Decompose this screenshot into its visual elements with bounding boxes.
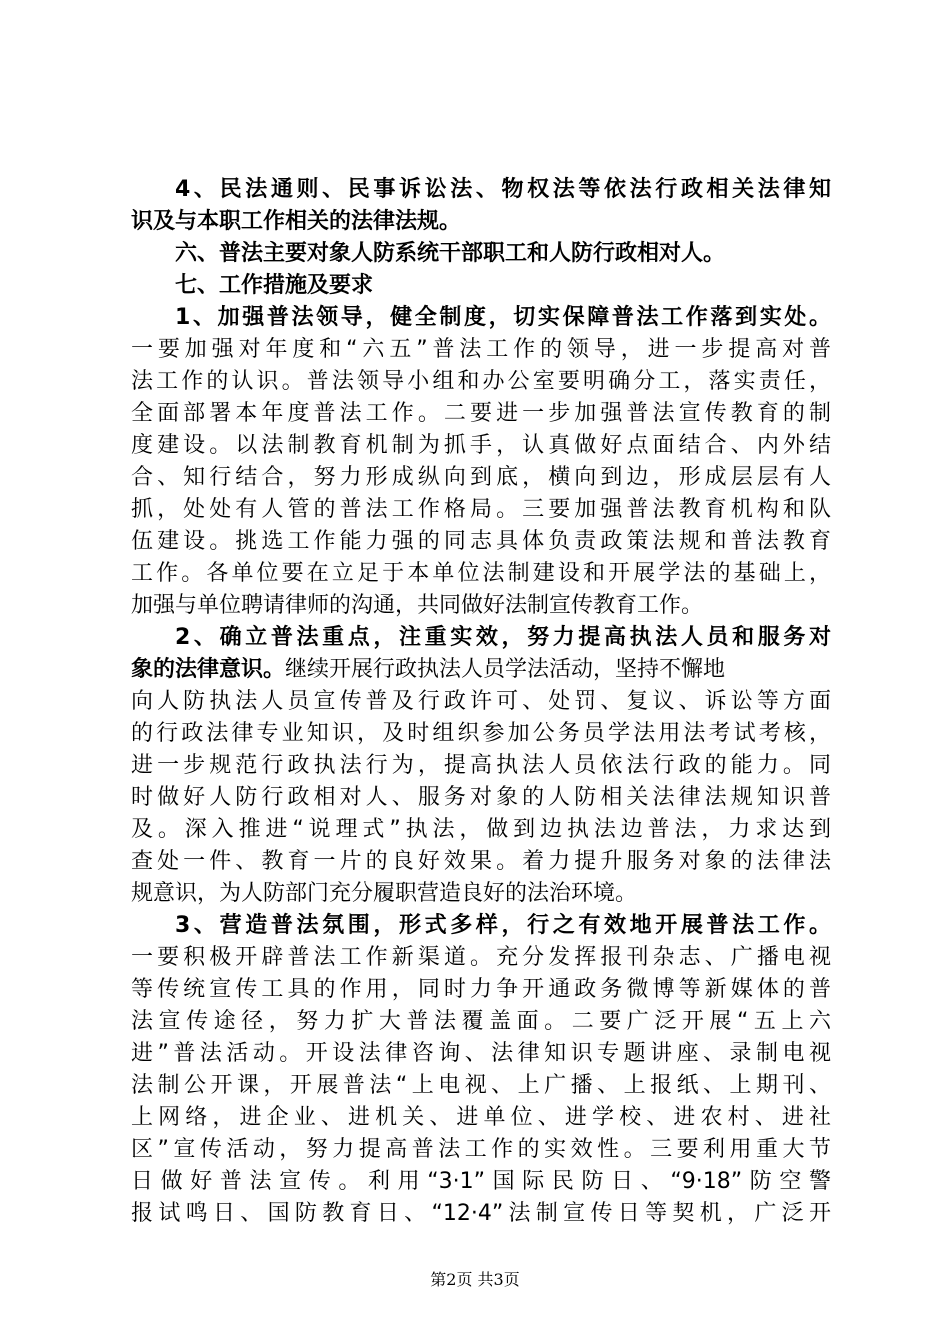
subsection-heading: 3、营造普法氛围，形式多样，行之有效地开展普法工作。: [175, 913, 831, 938]
text-line: 4、民法通则、民事诉讼法、物权法等依法行政相关法律知: [175, 177, 831, 202]
text-line: [131, 657, 831, 683]
text-line: 向人防执法人员宣传普及行政许可、处罚、复议、诉讼等方面: [131, 689, 831, 714]
text-line: 全面部署本年度普法工作。二要进一步加强普法宣传教育的制: [131, 401, 831, 426]
heading-tail: 象的法律意识。: [131, 657, 286, 682]
text-line: 查处一件、教育一片的良好效果。着力提升服务对象的法律法: [131, 849, 831, 874]
text-line: 规意识，为人防部门充分履职营造良好的法治环境。: [131, 881, 638, 906]
text-line: 法宣传途径，努力扩大普法覆盖面。二要广泛开展“五上六: [131, 1009, 831, 1034]
text-line: 法工作的认识。普法领导小组和办公室要明确分工，落实责任，: [131, 369, 831, 394]
text-line: 加强与单位聘请律师的沟通，共同做好法制宣传教育工作。: [131, 593, 704, 618]
text-line: 区”宣传活动，努力提高普法工作的实效性。三要利用重大节: [131, 1137, 831, 1162]
text-line: 日做好普法宣传。利用“3·1”国际民防日、“9·18”防空警: [131, 1169, 831, 1194]
text-line: 时做好人防行政相对人、服务对象的人防相关法律法规知识普: [131, 785, 831, 810]
text-line: 进”普法活动。开设法律咨询、法律知识专题讲座、录制电视: [131, 1041, 831, 1066]
text-line: 合、知行结合，努力形成纵向到底，横向到边，形成层层有人: [131, 465, 831, 490]
text-run: 继续开展行政执法人员学法活动，坚持不懈地: [285, 657, 726, 682]
subsection-heading: 2、确立普法重点，注重实效，努力提高执法人员和服务对: [175, 625, 831, 650]
subsection-heading: 1、加强普法领导，健全制度，切实保障普法工作落到实处。: [175, 305, 831, 330]
section-heading: 七、工作措施及要求: [175, 273, 374, 298]
text-line: 进一步规范行政执法行为，提高执法人员依法行政的能力。同: [131, 753, 831, 778]
text-line: 及。深入推进“说理式”执法，做到边执法边普法，力求达到: [131, 817, 831, 842]
text-line: 六、普法主要对象人防系统干部职工和人防行政相对人。: [175, 241, 726, 266]
text-line: 识及与本职工作相关的法律法规。: [131, 209, 462, 234]
text-line: 法制公开课，开展普法“上电视、上广播、上报纸、上期刊、: [131, 1073, 831, 1098]
text-line: 报试鸣日、国防教育日、“12·4”法制宣传日等契机，广泛开: [131, 1201, 831, 1226]
page-number-footer: 第2页 共3页: [430, 1270, 520, 1289]
text-line: 抓，处处有人管的普法工作格局。三要加强普法教育机构和队: [131, 497, 831, 522]
text-line: 伍建设。挑选工作能力强的同志具体负责政策法规和普法教育: [131, 529, 831, 554]
text-line: 等传统宣传工具的作用，同时力争开通政务微博等新媒体的普: [131, 977, 831, 1002]
text-line: 度建设。以法制教育机制为抓手，认真做好点面结合、内外结: [131, 433, 831, 458]
text-line: 工作。各单位要在立足于本单位法制建设和开展学法的基础上，: [131, 561, 831, 586]
text-line: 一要加强对年度和“六五”普法工作的领导，进一步提高对普: [131, 337, 831, 362]
text-line: 一要积极开辟普法工作新渠道。充分发挥报刊杂志、广播电视: [131, 945, 831, 970]
text-line: 的行政法律专业知识，及时组织参加公务员学法用法考试考核，: [131, 721, 831, 746]
text-line: 上网络，进企业、进机关、进单位、进学校、进农村、进社: [131, 1105, 831, 1130]
